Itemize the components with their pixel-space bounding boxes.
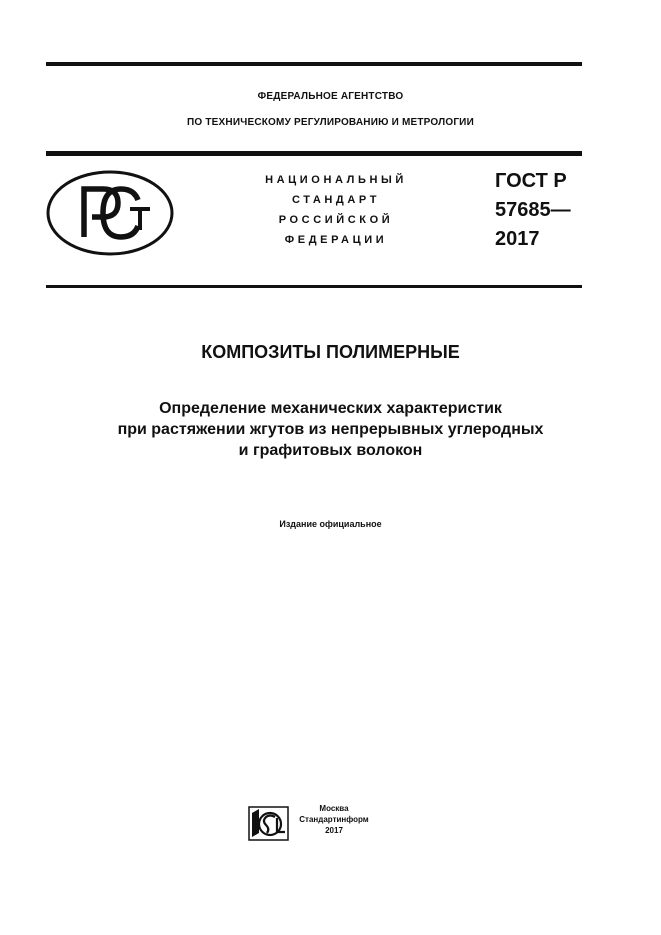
- standartinform-logo-icon: [248, 806, 289, 841]
- header-bottom-rule: [46, 285, 582, 288]
- publisher-info: [292, 803, 376, 836]
- document-title: КОМПОЗИТЫ ПОЛИМЕРНЫЕ: [201, 342, 460, 362]
- agency-line-1: ФЕДЕРАЛЬНОЕ АГЕНТСТВО: [257, 91, 404, 102]
- publisher-year: 2017: [325, 826, 343, 835]
- subtitle-line-1: Определение механических характеристик: [159, 400, 502, 417]
- publisher-name: Стандартинформ: [299, 815, 369, 824]
- standard-line-4: ФЕДЕРАЦИИ: [284, 234, 388, 246]
- gost-line-3: 2017: [495, 228, 540, 250]
- gost-r-emblem-icon: [46, 170, 174, 256]
- top-rule: [46, 62, 582, 66]
- gost-designation: [495, 167, 571, 254]
- standard-line-1: НАЦИОНАЛЬНЫЙ: [265, 174, 407, 186]
- gost-line-1: ГОСТ Р: [495, 170, 567, 192]
- standard-line-3: РОССИЙСКОЙ: [278, 214, 394, 226]
- header-top-rule: [46, 151, 582, 156]
- publisher-city: Москва: [319, 804, 349, 813]
- document-subtitle: [40, 398, 621, 461]
- agency-line-2: ПО ТЕХНИЧЕСКОМУ РЕГУЛИРОВАНИЮ И МЕТРОЛОГИИ: [187, 117, 474, 128]
- subtitle-line-2: при растяжении жгутов из непрерывных углеродных: [117, 421, 544, 438]
- subtitle-line-3: и графитовых волокон: [238, 442, 423, 459]
- gost-line-2: 57685—: [495, 199, 571, 221]
- edition-note: Издание официальное: [279, 519, 382, 529]
- standard-line-2: СТАНДАРТ: [291, 194, 381, 206]
